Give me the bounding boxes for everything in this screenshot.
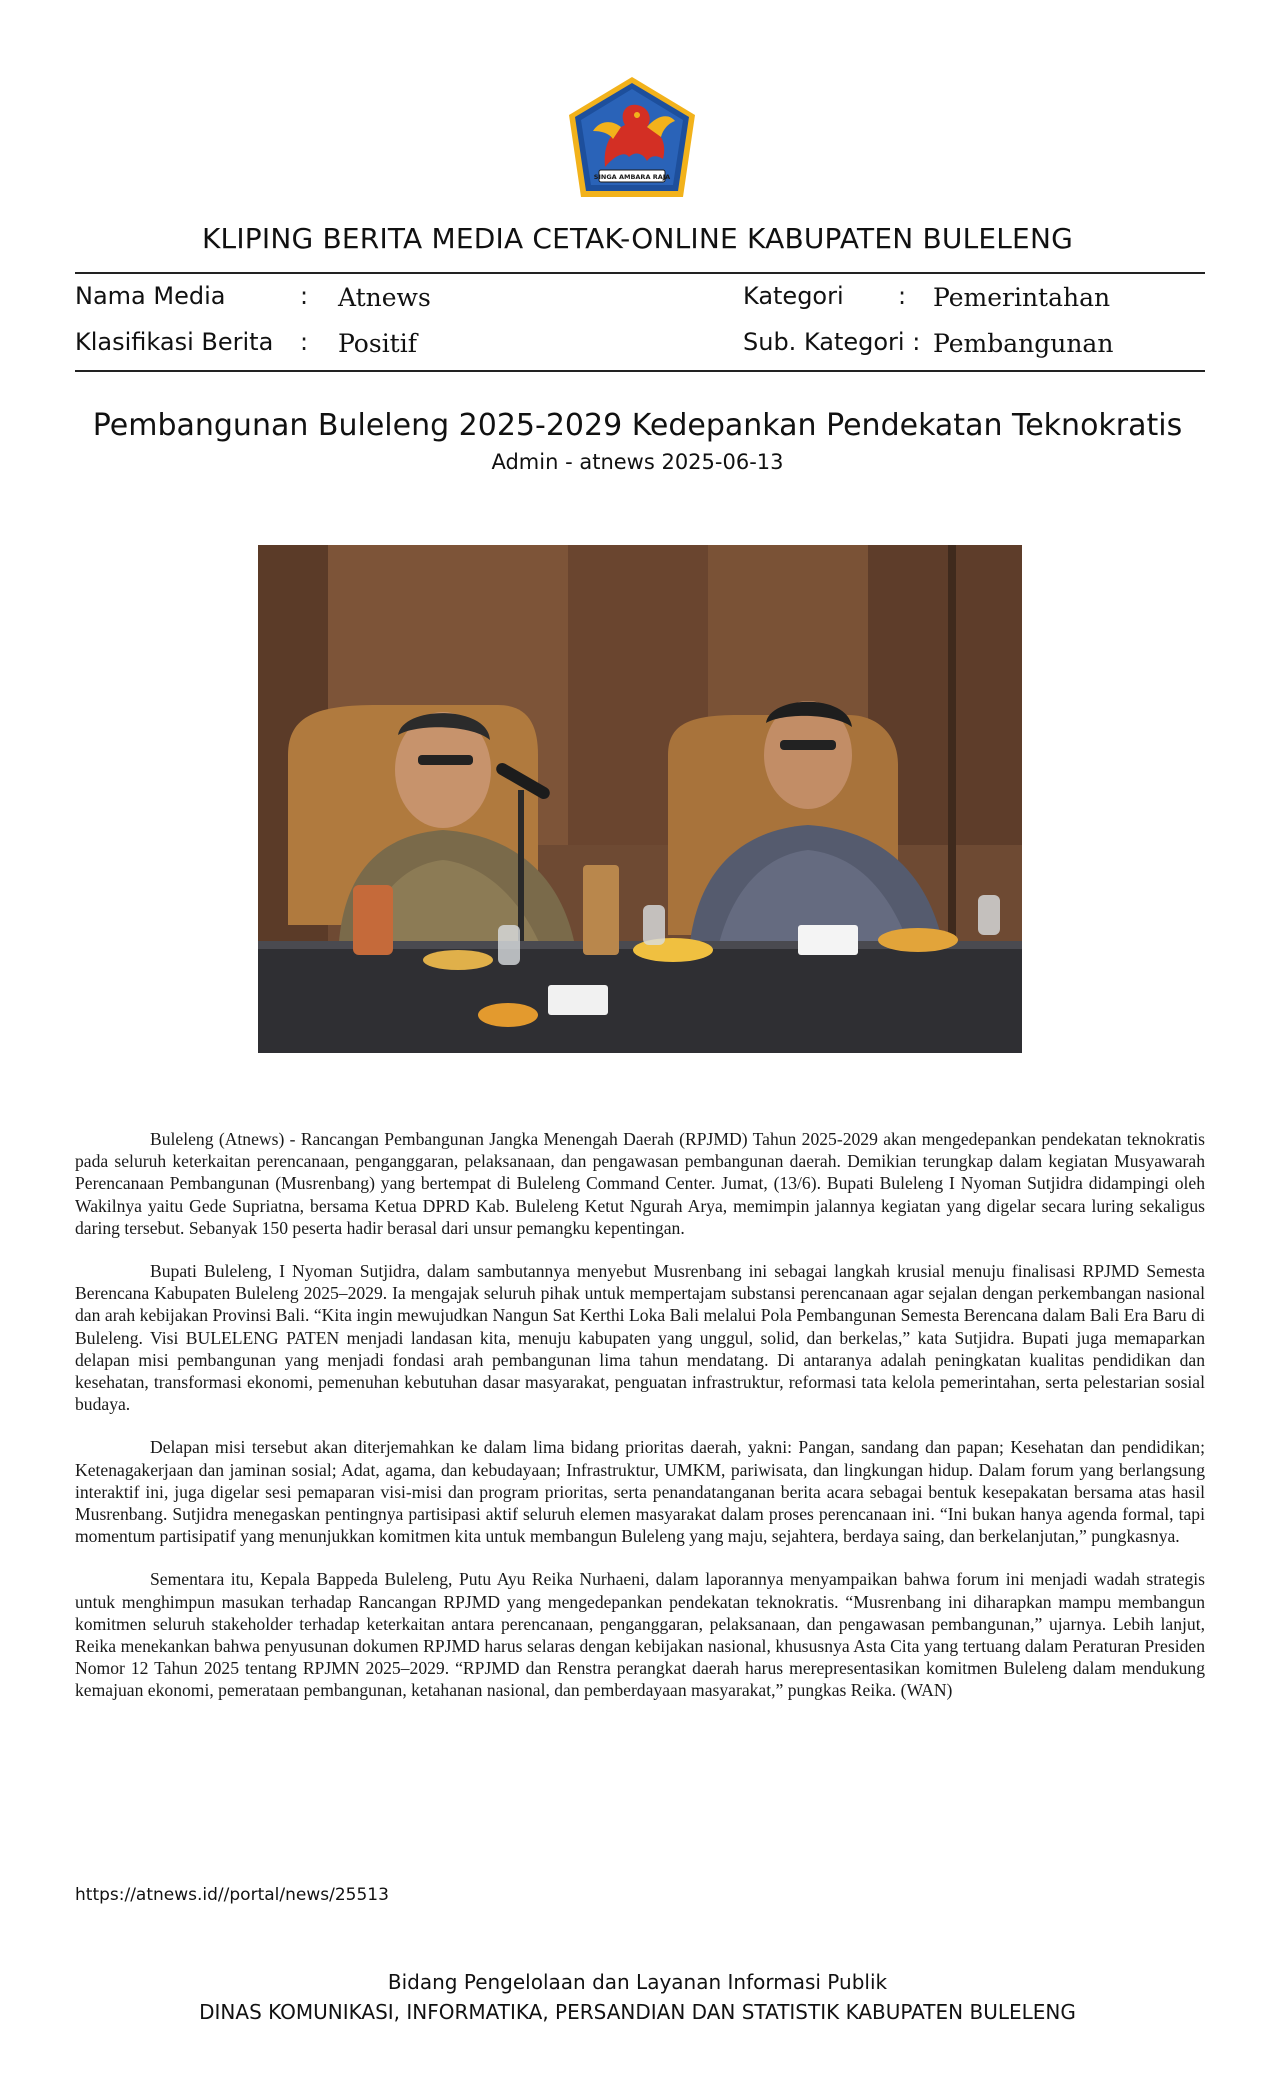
classification-value: Positif — [338, 329, 417, 358]
article-body — [75, 1128, 1205, 1723]
news-photo — [258, 545, 1022, 1053]
article-byline: Admin - atnews 2025-06-13 — [491, 450, 784, 474]
buleleng-crest-logo — [565, 75, 699, 201]
footer-agency: DINAS KOMUNIKASI, INFORMATIKA, PERSANDIAN DAN STATISTIK KABUPATEN BULELENG — [199, 2000, 1076, 2024]
subcategory-label: Sub. Kategori : — [743, 328, 921, 356]
header-bottom-rule — [75, 370, 1205, 372]
crest-motto: SINGA AMBARA RAJA — [593, 173, 671, 181]
subcategory-value: Pembangunan — [933, 329, 1114, 358]
category-colon: : — [898, 282, 907, 310]
footer-division: Bidang Pengelolaan dan Layanan Informasi Publik — [387, 1970, 888, 1994]
media-name-value: Atnews — [338, 283, 431, 312]
media-name-colon: : — [300, 282, 309, 310]
classification-label: Klasifikasi Berita — [75, 328, 274, 356]
article-paragraph-4: Sementara itu, Kepala Bappeda Buleleng, Putu Ayu Reika Nurhaeni, dalam laporannya menyampaikan bahwa forum ini menjadi wadah strategis untuk menghimpun masukan terhadap Rancangan RPJMD yang mengedepankan pendekatan teknokratis. “Musrenbang ini diharapkan mampu membangun komitmen seluruh stakeholder terhadap keterkaitan antara perencanaan, penganggaran, pelaksanaan, dan pengawasan pembangunan,” ujarnya. Lebih lanjut, Reika menekankan bahwa penyusunan dokumen RPJMD harus selaras dengan kebijakan nasional, khususnya Asta Cita yang tertuang dalam Peraturan Presiden Nomor 12 Tahun 2025 tentang RPJMN 2025–2029. “RPJMD dan Renstra perangkat daerah harus merepresentasikan komitmen Buleleng dalam mendukung kemajuan ekonomi, pemerataan pembangunan, ketahanan nasional, dan pemberdayaan masyarakat,” pungkas Reika. (WAN) — [75, 1569, 1205, 1701]
article-paragraph-1: Buleleng (Atnews) - Rancangan Pembangunan Jangka Menengah Daerah (RPJMD) Tahun 2025-2029 akan mengedepankan pendekatan teknokratis pada seluruh keterkaitan perencanaan, penganggaran, pelaksanaan, dan pengawasan pembangunan daerah. Demikian terungkap dalam kegiatan Musyawarah Perencanaan Pembangunan (Musrenbang) yang bertempat di Buleleng Command Center. Jumat, (13/6). Bupati Buleleng I Nyoman Sutjidra didampingi oleh Wakilnya yaitu Gede Supriatna, bersama Ketua DPRD Kab. Buleleng Ketut Ngurah Arya, memimpin jalannya kegiatan yang digelar secara luring sekaligus daring tersebut. Sebanyak 150 peserta hadir berasal dari unsur pemangku kepentingan. — [75, 1129, 1205, 1238]
classification-colon: : — [300, 328, 309, 356]
media-name-label: Nama Media — [75, 282, 226, 310]
article-paragraph-3: Delapan misi tersebut akan diterjemahkan ke dalam lima bidang prioritas daerah, yakni: Pangan, sandang dan papan; Kesehatan dan pendidikan; Ketenagakerjaan dan jaminan sosial; Adat, agama, dan kebudayaan; Infrastruktur, UMKM, pariwisata, dan lingkungan hidup. Dalam forum yang berlangsung interaktif ini, juga digelar sesi pemaparan visi-misi dan program prioritas, serta penandatanganan berita acara sebagai bentuk kesepakatan bersama atas hasil Musrenbang. Sutjidra menegaskan pentingnya partisipasi aktif seluruh elemen masyarakat dalam proses perencanaan ini. “Ini bukan hanya agenda formal, tapi momentum partisipatif yang menunjukkan komitmen kita untuk membangun Buleleng yang maju, sejahtera, berdaya saing, dan berkelanjutan,” pungkasnya. — [75, 1437, 1205, 1547]
category-value: Pemerintahan — [933, 283, 1111, 312]
article-paragraph-2: Bupati Buleleng, I Nyoman Sutjidra, dalam sambutannya menyebut Musrenbang ini sebagai langkah krusial menuju finalisasi RPJMD Semesta Berencana Kabupaten Buleleng 2025–2029. Ia mengajak seluruh pihak untuk mempertajam substansi perencanaan agar sejalan dengan perkembangan nasional dan arah kebijakan Provinsi Bali. “Kita ingin mewujudkan Nangun Sat Kerthi Loka Bali melalui Pola Pembangunan Semesta Berencana dalam Bali Era Baru di Buleleng. Visi BULELENG PATEN menjadi landasan kita, menuju kabupaten yang unggul, solid, dan berkelas,” kata Sutjidra. Bupati juga memaparkan delapan misi pembangunan yang menjadi fondasi arah pembangunan lima tahun mendatang. Di antaranya adalah peningkatan kualitas pendidikan dan kesehatan, transformasi ekonomi, pemenuhan kebutuhan dasar masyarakat, penguatan infrastruktur, reformasi tata kelola pemerintahan, serta pelestarian sosial budaya. — [75, 1261, 1205, 1415]
category-label: Kategori — [743, 282, 844, 310]
document-header-title: KLIPING BERITA MEDIA CETAK-ONLINE KABUPATEN BULELENG — [201, 222, 1073, 255]
source-url: https://atnews.id//portal/news/25513 — [75, 1885, 389, 1905]
article-title: Pembangunan Buleleng 2025-2029 Kedepankan Pendekatan Teknokratis — [92, 408, 1183, 443]
header-top-rule — [75, 272, 1205, 274]
